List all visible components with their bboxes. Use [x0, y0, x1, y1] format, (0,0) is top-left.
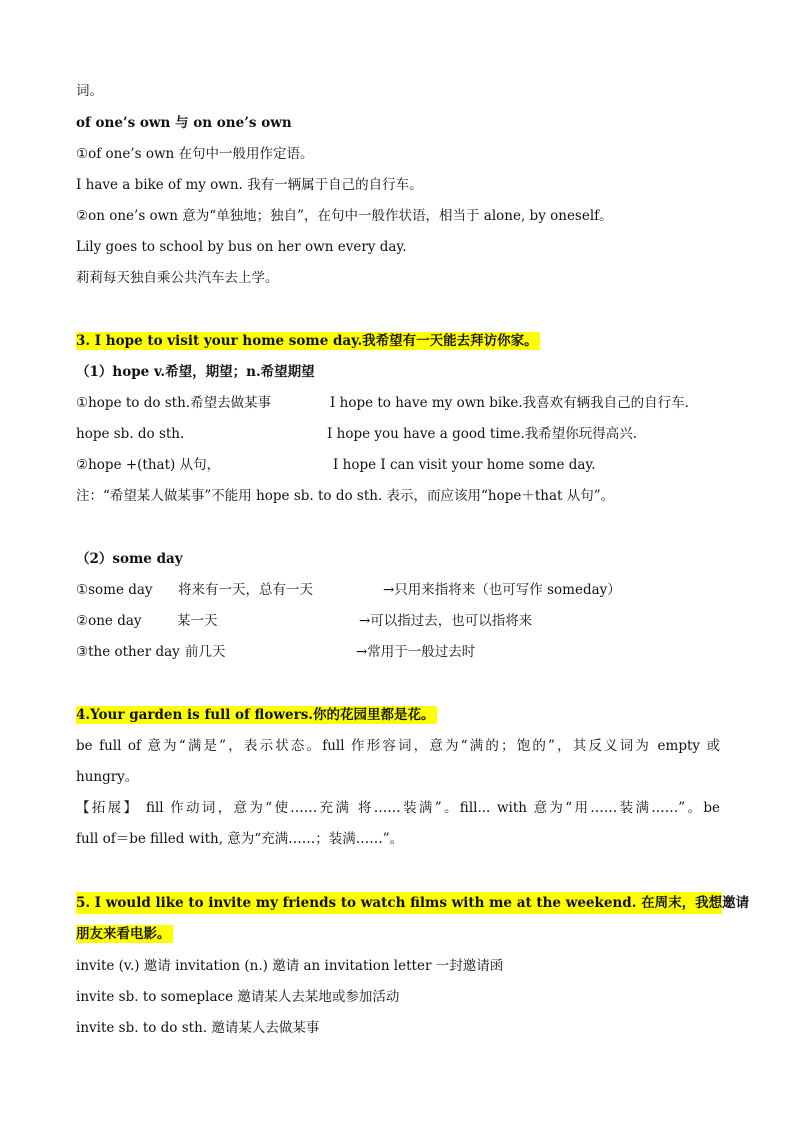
- usage-right: I hope I can visit your home some day.: [333, 457, 596, 473]
- translation: 莉莉每天独自乘公共汽车去上学。: [76, 270, 279, 286]
- usage-left: hope sb. do sth.: [76, 426, 185, 442]
- paragraph: ②on one’s own 意为“单独地；独自”，在句中一般作状语，相当于 alone, by oneself。: [76, 208, 613, 224]
- usage-left: ①hope to do sth.希望去做某事: [76, 395, 272, 411]
- usage-right: I hope to have my own bike.我喜欢有辆我自己的自行车.: [330, 395, 689, 411]
- phrase-meaning: 前几天: [185, 644, 226, 660]
- section-title-3: [76, 331, 540, 351]
- subheading-hope: （1）hope v.希望，期望；n.希望期望: [76, 364, 315, 380]
- phrase: ③the other day: [76, 644, 180, 660]
- section-title-5: [76, 892, 750, 914]
- section-heading: of one’s own 与 on one’s own: [76, 115, 292, 131]
- highlighted-title: 4.Your garden is full of flowers.你的花园里都是花。: [76, 707, 435, 723]
- extension-paragraph: full of＝be filled with, 意为“充满……；装满……”。: [76, 831, 404, 847]
- paragraph: invite sb. to someplace 邀请某人去某地或参加活动: [76, 989, 400, 1005]
- example-sentence: I have a bike of my own. 我有一辆属于自己的自行车。: [76, 177, 423, 193]
- phrase-meaning: 将来有一天，总有一天: [178, 582, 313, 598]
- highlighted-title: 5. I would like to invite my friends to watch films with me at the weekend. 在周末，我想邀请: [76, 892, 722, 914]
- usage-right: I hope you have a good time.我希望你玩得高兴.: [327, 426, 638, 442]
- example-sentence: Lily goes to school by bus on her own every day.: [76, 239, 407, 255]
- section-title-5-cont: [76, 924, 173, 944]
- section-title-4: [76, 705, 437, 725]
- subheading-some-day: （2）some day: [76, 551, 183, 567]
- highlighted-title: 3. I hope to visit your home some day.我希望有一天能去拜访你家。: [76, 333, 538, 349]
- note: 注：“希望某人做某事”不能用 hope sb. to do sth. 表示，而应该用“hope＋that 从句”。: [76, 488, 615, 504]
- extension-paragraph: 【拓展】 fill 作动词，意为“使……充满 将……装满”。fill... with 意为“用……装满……”。be: [76, 800, 720, 816]
- phrase-usage: →常用于一般过去时: [356, 644, 476, 660]
- paragraph: invite sb. to do sth. 邀请某人去做某事: [76, 1020, 320, 1036]
- usage-left: ②hope +(that) 从句，: [76, 457, 221, 473]
- continuation-text: 词。: [76, 83, 103, 99]
- phrase-usage: →可以指过去，也可以指将来: [359, 613, 533, 629]
- phrase-meaning: 某一天: [177, 613, 218, 629]
- paragraph: hungry。: [76, 769, 139, 785]
- paragraph: ①of one’s own 在句中一般用作定语。: [76, 146, 314, 162]
- phrase: ②one day: [76, 613, 142, 629]
- paragraph: be full of 意为“满是”，表示状态。full 作形容词，意为“满的；饱的”，其反义词为 empty 或: [76, 738, 720, 754]
- paragraph: invite (v.) 邀请 invitation (n.) 邀请 an invitation letter 一封邀请函: [76, 958, 504, 974]
- phrase-usage: →只用来指将来（也可写作 someday）: [383, 582, 621, 598]
- phrase: ①some day: [76, 582, 153, 598]
- highlighted-title: 朋友来看电影。: [76, 926, 171, 942]
